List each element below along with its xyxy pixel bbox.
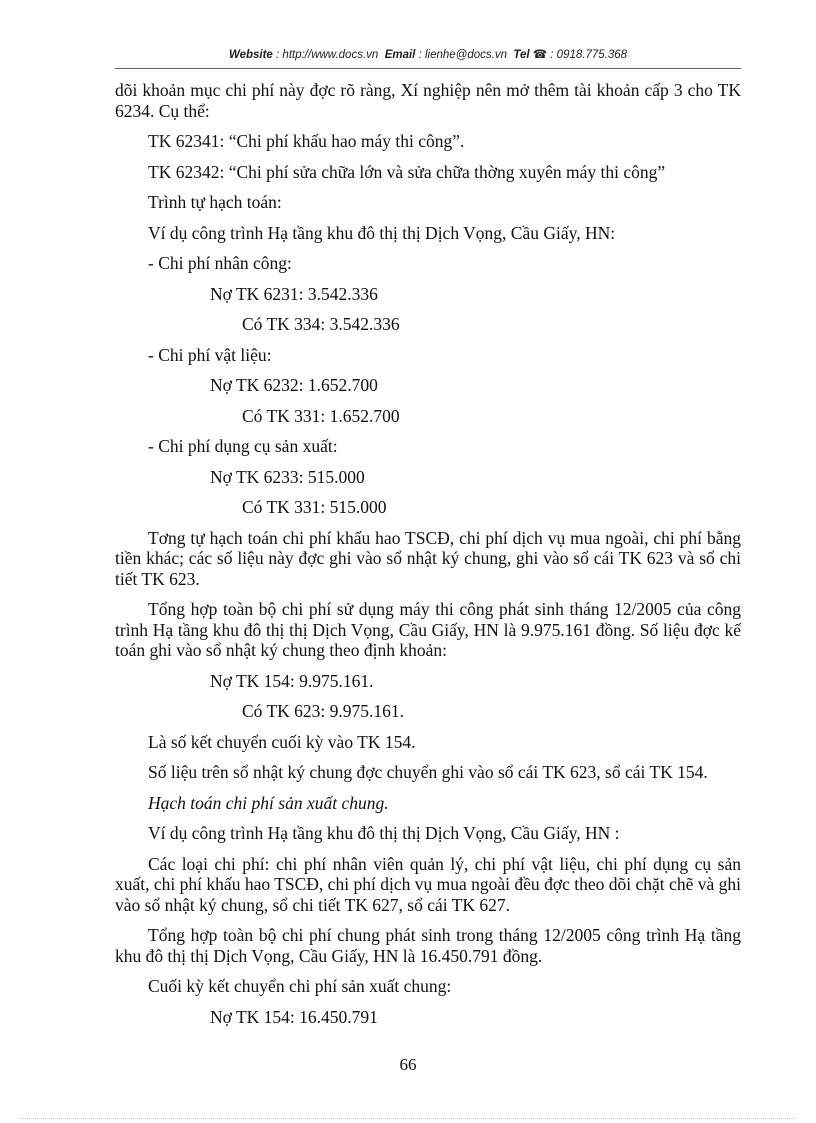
email-label: Email <box>384 49 416 61</box>
email-value: : lienhe@docs.vn <box>418 49 507 61</box>
list-item: - Chi phí vật liệu: <box>148 344 272 365</box>
debit-entry: Nợ TK 154: 16.450.791 <box>210 1006 378 1027</box>
paragraph: Trình tự hạch toán: <box>148 192 282 212</box>
website-value: : http://www.docs.vn <box>276 49 379 61</box>
credit-entry: Có TK 623: 9.975.161. <box>242 701 405 721</box>
paragraph: Ví dụ công trình Hạ tầng khu đô thị thị Dịch Vọng, Cầu Giấy, HN: <box>148 222 616 243</box>
debit-entry: Nợ TK 154: 9.975.161. <box>210 670 374 691</box>
section-heading: Hạch toán chi phí sản xuất chung. <box>148 792 389 813</box>
list-item: - Chi phí dụng cụ sản xuất: <box>148 436 338 456</box>
credit-entry: Có TK 331: 1.652.700 <box>242 405 400 426</box>
paragraph: Là số kết chuyển cuối kỳ vào TK 154. <box>148 731 416 752</box>
paragraph: Số liệu trên sổ nhật ký chung đợc chuyển ghi vào sổ cái TK 623, sổ cái TK 154. <box>148 762 708 782</box>
tel-label: Tel <box>513 49 530 61</box>
debit-entry: Nợ TK 6231: 3.542.336 <box>210 283 378 304</box>
tel-value: : 0918.775.368 <box>550 49 628 61</box>
debit-entry: Nợ TK 6232: 1.652.700 <box>210 375 378 395</box>
header-divider <box>115 68 741 69</box>
paragraph: Tổng hợp toàn bộ chi phí sử dụng máy thi công phát sinh tháng 12/2005 của công trình Hạ tầng khu đô thị thị Dịch Vọng, Cầu Giấy, HN là 9.975.161 đồng. Số liệu đợc kế toán ghi vào sổ nhật ký chung theo định khoản: <box>115 599 741 660</box>
credit-entry: Có TK 331: 515.000 <box>242 497 387 517</box>
credit-entry: Có TK 334: 3.542.336 <box>242 314 400 334</box>
footer-divider <box>20 1118 796 1119</box>
page-number: 66 <box>399 1055 417 1074</box>
paragraph: Ví dụ công trình Hạ tầng khu đô thị thị Dịch Vọng, Cầu Giấy, HN : <box>148 823 620 843</box>
paragraph: Cuối kỳ kết chuyển chi phí sản xuất chung: <box>148 976 452 996</box>
debit-entry: Nợ TK 6233: 515.000 <box>210 466 365 487</box>
list-item: - Chi phí nhân công: <box>148 253 292 273</box>
phone-icon: ☎ <box>532 49 548 61</box>
paragraph: TK 62342: “Chi phí sửa chữa lớn và sửa chữa thờng xuyên máy thi công” <box>148 161 666 182</box>
paragraph: Tổng hợp toàn bộ chi phí chung phát sinh trong tháng 12/2005 công trình Hạ tầng khu đô thị thị Dịch Vọng, Cầu Giấy, HN là 16.450.791 đồng. <box>115 925 741 966</box>
paragraph: TK 62341: “Chi phí khấu hao máy thi công”. <box>148 131 465 151</box>
paragraph: Các loại chi phí: chi phí nhân viên quản lý, chi phí vật liệu, chi phí dụng cụ sản xuất, chi phí khấu hao TSCĐ, chi phí dịch vụ mua ngoài đều đợc theo dõi chặt chẽ và ghi vào sổ nhật ký chung, sổ chi tiết TK 627, sổ cái TK 627. <box>115 853 741 915</box>
paragraph: dõi khoản mục chi phí này đợc rõ ràng, Xí nghiệp nên mở thêm tài khoản cấp 3 cho TK 6234. Cụ thể: <box>115 80 741 121</box>
page-header <box>115 47 741 61</box>
document-body <box>115 80 741 1037</box>
website-label: Website <box>228 49 273 61</box>
paragraph: Tơng tự hạch toán chi phí khấu hao TSCĐ, chi phí dịch vụ mua ngoài, chi phí bằng tiền khác; các số liệu này đợc ghi vào sổ nhật ký chung, ghi vào sổ cái TK 623 và sổ chi tiết TK 623. <box>115 527 741 589</box>
